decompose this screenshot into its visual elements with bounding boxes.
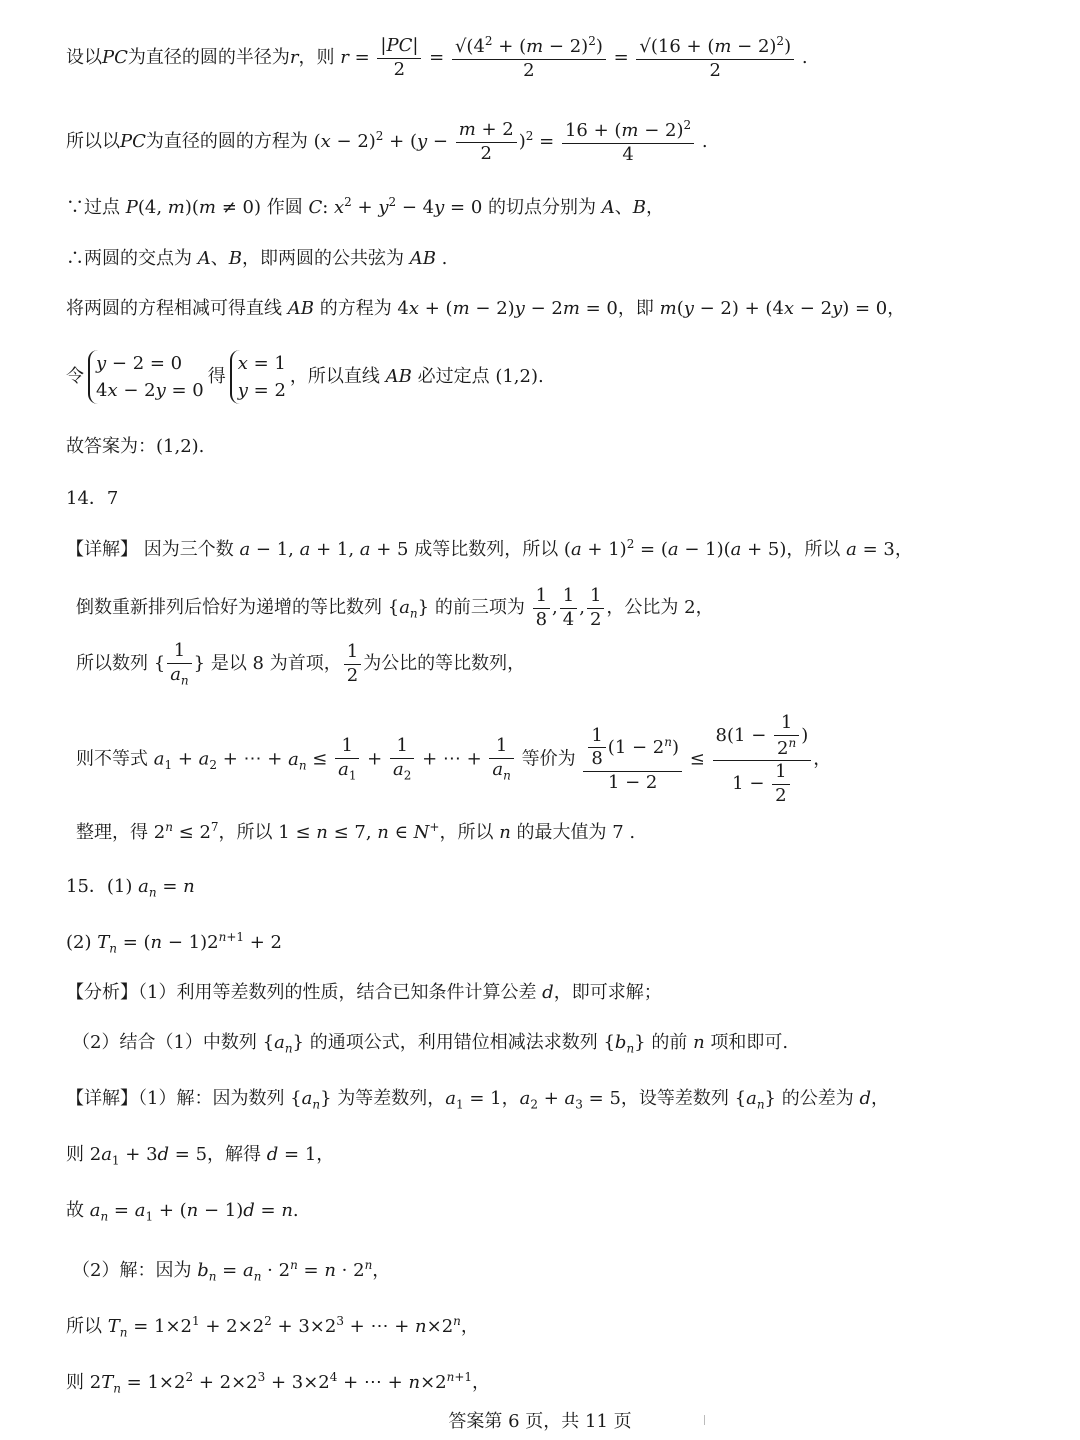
question-14-answer: 14．7 — [66, 488, 119, 509]
line-14-result: 整理，得 $2^n \le 2^7$，所以 1 ≤ n ≤ 7, n ∈ N+，所以 n 的最大值为 7 . — [76, 820, 636, 843]
page-footer: 答案第 6 页，共 11 页 — [448, 1411, 632, 1432]
line-common-chord: ∴两圆的交点为 A、B，即两圆的公共弦为 AB . — [66, 248, 448, 269]
line-15-bn: （2）解：因为 $b_n = a_n \cdot 2^n = n \cdot 2^n$， — [72, 1258, 391, 1284]
line-circle-equation: 所以以PC为直径的圆的方程为 $(x - 2)^2 + (y$ − $\frac{m + 2}{2}$ )$^2$ = $\frac{16 + (m - 2)^2}{4}$ . — [66, 118, 708, 165]
line-radius: 设以PC为直径的圆的半径为r，则 r = $\frac{|PC|}{2}$ = $\frac{√(4^2 + (m - 2)^2)}{2}$ = $\frac{√(16 + (m - 2)^2)}{2}$ . — [66, 34, 808, 81]
question-15-part1: 15．(1) $a_n = n$ — [66, 876, 195, 900]
line-15-solve-d: 则 $2a_1 + 3d = 5$，解得 d = 1， — [66, 1144, 335, 1168]
line-subtract: 将两圆的方程相减可得直线 AB 的方程为 4x + (m − 2)y − 2m = 0，即 m(y − 2) + (4x − 2y) = 0， — [66, 298, 906, 319]
footer-mark — [704, 1415, 705, 1425]
line-14-reciprocal: 倒数重新排列后恰好为递增的等比数列 $\{a_n\}$ 的前三项为 $\frac{1}{8}$ , $\frac{1}{4}$ , $\frac{1}{2}$ ，公比为 2， — [76, 585, 714, 630]
line-answer-13: 故答案为：(1,2). — [66, 436, 205, 457]
line-14-sequence: 所以数列 { $\frac{1}{a_n}$ } 是以 8 为首项， $\frac{1}{2}$ 为公比的等比数列， — [76, 640, 526, 688]
line-14-inequality: 则不等式 $a_1 + a_2$ + ⋯ + $a_n$ ≤ $\frac{1}{a_1}$ + $\frac{1}{a_2}$ + ⋯ + $\frac{1}{a_n}$ 等价为 $\frac{1}{8}$ $(1 - 2^n)$ 1 − 2 ≤ 8(1 − $\frac{1}{2^n}$ ) 1 − $\frac{1}{2}$ ， — [76, 712, 832, 806]
line-14-detail: 【详解】 因为三个数 a − 1, a + 1, a + 5 成等比数列，所以 $(a + 1)^2 = (a - 1)(a + 5)$，所以 a = 3， — [66, 537, 913, 560]
line-15-2tn: 则 $2T_n = 1\times 2^2 + 2\times 2^3 + 3\times 2^4$ + ⋯ + $n\times 2^{n+1}$， — [66, 1370, 491, 1396]
line-15-general-term: 故 $a_n = a_1 + (n - 1)d = n$. — [66, 1200, 299, 1224]
line-15-analysis-2: （2）结合（1）中数列 $\{a_n\}$ 的通项公式，利用错位相减法求数列 $\{b_n\}$ 的前 n 项和即可. — [72, 1032, 789, 1056]
line-system: 令y − 2 = 0 4x − 2y = 0得x = 1 y = 2，所以直线 AB 必过定点 (1,2). — [66, 350, 544, 404]
line-15-analysis-1: 【分析】（1）利用等差数列的性质，结合已知条件计算公差 d，即可求解； — [66, 982, 662, 1003]
line-tangent: ∵过点 P(4, m)(m ≠ 0) 作圆 C: $x^2 + y^2 - 4y = 0$ 的切点分别为 A、B， — [66, 195, 664, 218]
line-15-tn: 所以 $T_n = 1\times 2^1 + 2\times 2^2 + 3\times 2^3$ + ⋯ + $n\times 2^n$， — [66, 1314, 479, 1340]
question-15-part2: (2) $T_n = (n - 1)2^{n+1} + 2$ — [66, 930, 282, 956]
line-15-detail-1: 【详解】（1）解：因为数列 $\{a_n\}$ 为等差数列，$a_1 = 1$，$a_2 + a_3 = 5$，设等差数列 $\{a_n\}$ 的公差为 d， — [66, 1088, 889, 1112]
